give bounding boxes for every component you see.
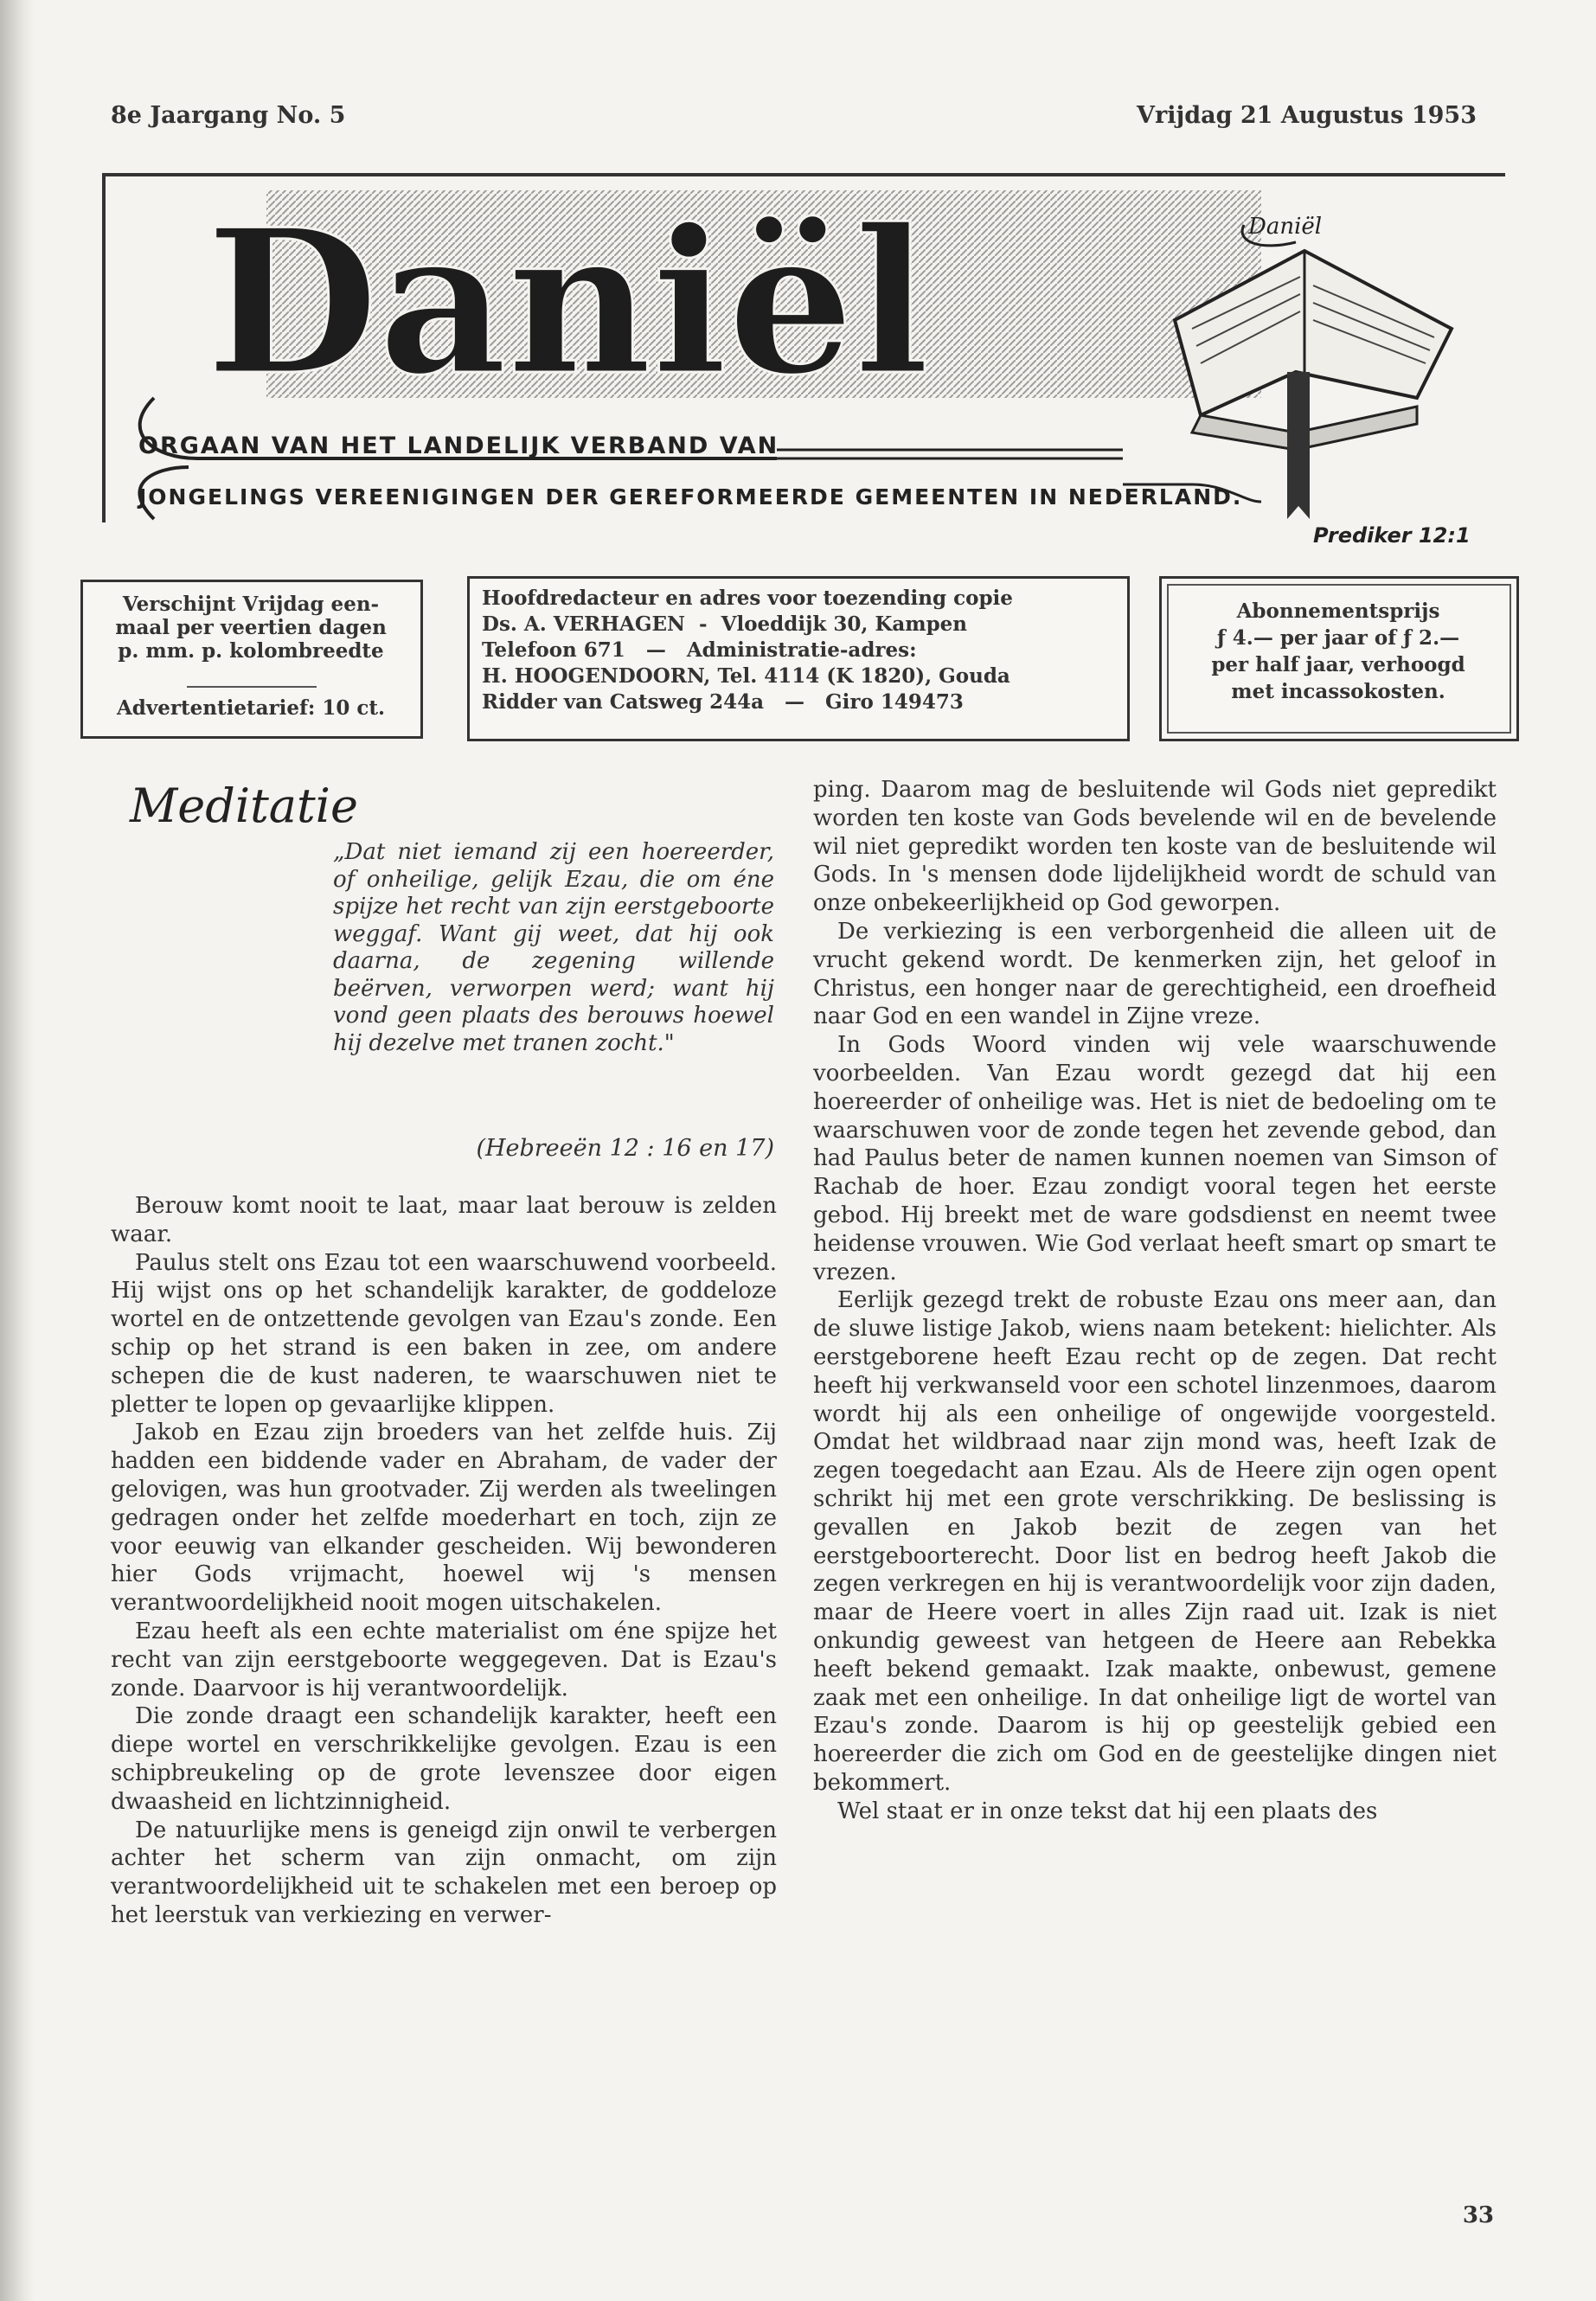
page-number: 33 [1462,2202,1494,2228]
schedule-line-1: Verschijnt Vrijdag een- [122,593,380,616]
paragraph: Wel staat er in onze tekst dat hij een plaats des [837,1798,1378,1824]
masthead-artwork [102,173,1512,536]
org-rule-top [777,450,1123,458]
publication-schedule [95,593,407,663]
subscription-box [1159,576,1519,741]
bookmark-reference: Prediker 12:1 [1313,523,1471,548]
subscription-line-3: per half jaar, verhoogd [1211,653,1465,676]
paragraph: Eerlijk gezegd trekt de robuste Ezau ons meer aan, dan de sluwe listige Jakob, wiens naam betekent: hielichter. Als eerstgeborene heeft Ezau recht op de zegen. Dat recht heeft hij verkwanseld voor een schotel linzenmoes, daarom wordt hij als een onheilige of ongewijde voorgesteld. Omdat het wildbraad naar zijn mond was, heeft Izak de zegen toegedacht aan Ezau. Als de Heere zijn ogen opent schrikt hij met een grote verschrikking. De beslissing is gevallen en Jakob bezit de zegen van het eerstgeboorterecht. Door list en bedrog heeft Jakob die zegen verkregen en hij is verantwoordelijk voor zijn daden, maar de Heere voert in alles Zijn raad uit. Izak is niet onkundig geweest van hetgeen de Heere aan Rebekka heeft bekend gemaakt. Izak maakte, onbewust, gemene zaak met een onheilige. In dat onheilige ligt de wortel van Ezau's zonde. Daarom is hij op geestelijk gebied een hoereerder die zich om God en de geestelijke dingen niet bekommert. [813,1287,1497,1796]
article-left-column [111,1192,777,1930]
subscription-line-4: met incassokosten. [1231,680,1445,703]
paragraph: Die zonde draagt een schandelijk karakter, heeft een diepe wortel en verschrikkelijke gevolgen. Ezau is een schipbreukeling op de grote levenszee door eigen dwaasheid en lichtzinnigheid. [111,1703,777,1815]
box-divider [187,686,317,688]
org-line-2: JONGELINGS VEREENIGINGEN DER GEREFORMEERDE GEMEENTEN IN NEDERLAND. [138,484,1243,510]
bookmark-ribbon [1287,372,1310,519]
advertising-rate: Advertentietarief: 10 ct. [116,696,386,720]
subscription-line-2: ƒ 4.— per jaar of ƒ 2.— [1216,626,1460,650]
scripture-reference: (Hebreeën 12 : 16 en 17) [476,1135,774,1162]
paragraph: Paulus stelt ons Ezau tot een waarschuwend voorbeeld. Hij wijst ons op het schandelijk karakter, de goddeloze wortel en de ontzettende gevolgen van Ezau's zonde. Een schip op het strand is een baken in zee, om andere schepen die de kust naderen, te waarschuwen niet te pletter te lopen op gevaarlijke klippen. [111,1249,777,1418]
paragraph: ping. Daarom mag de besluitende wil Gods niet gepredikt worden ten koste van Gods bevelende wil en de bevelende wil niet gepredikt worden ten koste van de besluitende wil Gods. In 's mensen dode lijdelijkheid wordt de schuld van onze onbekeerlijkheid op God geworpen. [813,777,1497,917]
article-right-column [813,776,1497,1825]
editor-address [482,586,1113,715]
publication-info-box [80,580,423,739]
masthead [102,173,1512,548]
article-title: Meditatie [130,779,358,833]
issue-date: Vrijdag 21 Augustus 1953 [1137,102,1477,129]
paragraph: De natuurlijke mens is geneigd zijn onwil te verbergen achter het scherm van zijn onmacht, om zijn verantwoordelijkheid uit te schakelen met een beroep op het leerstuk van verkiezing en verwer- [111,1817,777,1928]
subscription-price [1174,598,1503,705]
paragraph: Berouw komt nooit te laat, maar laat berouw is zelden waar. [111,1193,777,1247]
paragraph: In Gods Woord vinden wij vele waarschuwende voorbeelden. Van Ezau wordt gezegd dat hij een hoereerder of onheilige was. Het is niet de bedoeling om te waarschuwen voor de zonde tegen het zevende gebod, dan had Paulus beter de namen kunnen noemen van Simson of Rachab de hoer. Ezau zondigt vooral tegen het eerste gebod. Hij breekt met de ware godsdienst en neemt twee heidense vrouwen. Wie God verlaat heeft smart op smart te vrezen. [813,1032,1497,1285]
subscription-line-1: Abonnementsprijs [1236,599,1440,623]
editor-address-box [467,576,1130,741]
page-edge-shadow [0,0,35,2301]
paragraph: De verkiezing is een verborgenheid die alleen uit de vrucht gekend wordt. De kenmerken zijn, het geloof in Christus, een honger naar de gerechtigheid, een droefheid naar God en een wandel in Zijne vreze. [813,918,1497,1030]
paragraph: Ezau heeft als een echte materialist om éne spijze het recht van zijn eerstgeboorte weggegeven. Dat is Ezau's zonde. Daarvoor is hij verantwoordelijk. [111,1618,777,1702]
masthead-title: Daniël [206,186,930,420]
editor-line-4: H. HOOGENDOORN, Tel. 4114 (K 1820), Gouda [482,664,1010,688]
editor-line-2: Ds. A. VERHAGEN - Vloeddijk 30, Kampen [482,612,968,636]
editor-line-3: Telefoon 671 — Administratie-adres: [482,638,917,662]
editor-line-5: Ridder van Catsweg 244a — Giro 149473 [482,690,964,714]
book-label: Daniël [1248,214,1323,240]
schedule-line-2: maal per veertien dagen [115,616,387,639]
scripture-quote: „Dat niet iemand zij een hoereerder, of onheilige, gelijk Ezau, die om éne spijze het recht van zijn eerstgeboorte weggaf. Want gij weet, dat hij ook daarna, de zegening willende beërven, verworpen werd; want hij vond geen plaats des berouws hoewel hij dezelve met tranen zocht." [333,839,774,1056]
paragraph: Jakob en Ezau zijn broeders van het zelfde huis. Zij hadden een biddende vader en Abraham, de vader der gelovigen, was hun grootvader. Zij werden als tweelingen gedragen onder het zelfde moederhart en toch, zijn ze voor eeuwig van elkander gescheiden. Wij bewonderen hier Gods vrijmacht, hoewel wij 's mensen verantwoordelijkheid nooit mogen uitschakelen. [111,1420,777,1617]
editor-line-1: Hoofdredacteur en adres voor toezending copie [482,586,1013,610]
org-line-1: ORGAAN VAN HET LANDELIJK VERBAND VAN [138,433,779,459]
schedule-line-3: p. mm. p. kolombreedte [118,639,384,663]
issue-number: 8e Jaargang No. 5 [111,102,346,129]
